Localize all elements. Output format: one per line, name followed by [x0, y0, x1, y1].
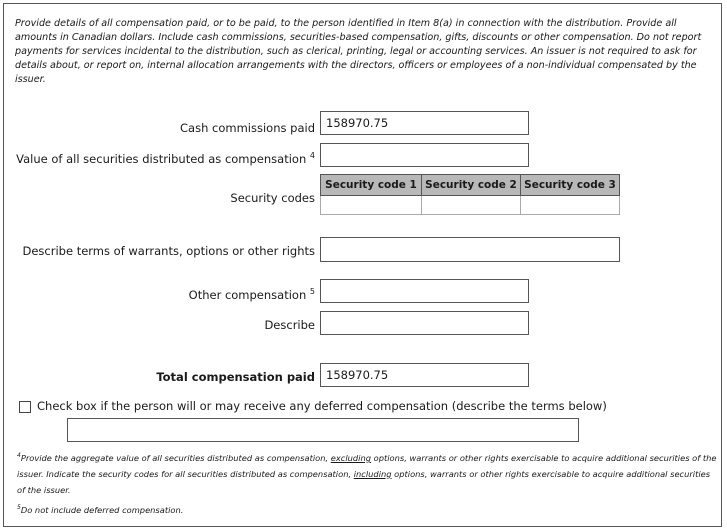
security-code-1-cell[interactable] — [321, 196, 422, 215]
other-compensation-label — [189, 287, 315, 302]
footnote-4-including: including — [353, 468, 392, 479]
security-code-3-cell[interactable] — [521, 196, 620, 215]
footnote-5 — [17, 500, 717, 518]
warrant-terms-label: Describe terms of warrants, options or other rights — [22, 244, 315, 258]
total-compensation-input[interactable] — [320, 363, 529, 387]
securities-value-input[interactable] — [320, 143, 529, 167]
footnote-4-marker: 4 — [17, 452, 21, 459]
deferred-compensation-label: Check box if the person will or may receive any deferred compensation (describe the terms below) — [37, 399, 607, 413]
securities-value-label-text: Value of all securities distributed as compensation — [16, 151, 307, 166]
footnote-5-marker: 5 — [17, 504, 21, 511]
security-code-2-cell[interactable] — [422, 196, 521, 215]
security-codes-label: Security codes — [230, 191, 315, 205]
footnote-4-excluding: excluding — [330, 452, 371, 463]
other-compensation-label-text: Other compensation — [188, 287, 307, 302]
total-compensation-label: Total compensation paid — [156, 370, 315, 384]
security-code-2-header: Security code 2 — [422, 175, 521, 196]
securities-value-label — [16, 151, 315, 166]
deferred-compensation-input[interactable] — [67, 418, 579, 442]
security-codes-table — [320, 174, 620, 215]
footnote-5-text: Do not include deferred compensation. — [20, 504, 184, 515]
security-code-3-header: Security code 3 — [521, 175, 620, 196]
security-code-1-header: Security code 1 — [321, 175, 422, 196]
instructions-text: Provide details of all compensation paid, or to be paid, to the person identified in Item 8(a) in connection with the distribution. Provide all amounts in Canadian dollars. Include cash commissions, securities-based compensation, gifts, discounts or other compensation. Do not report payments for services incidental to the distribution, such as clerical, printing, legal or accounting services. An issuer is not required to ask for details about, or report on, internal allocation arrangements with the directors, officers or employees of a non-individual compensated by the issuer. — [15, 18, 702, 85]
deferred-compensation-checkbox[interactable] — [19, 401, 31, 413]
describe-input[interactable] — [320, 311, 529, 335]
warrant-terms-input[interactable] — [320, 237, 620, 262]
footnote-4-part2: options, warrants or other rights exercisable to acquire additional securities of the issuer. Indicate the security codes for all securities distributed as compensation, — [17, 452, 717, 479]
footnote-4-part1: Provide the aggregate value of all securities distributed as compensation, — [20, 452, 331, 463]
footnote-4 — [17, 448, 717, 498]
footnote-4-part3: options, warrants or other rights exercisable to acquire additional securities of the issuer. — [17, 468, 711, 495]
footnote-ref-5: 5 — [309, 287, 315, 296]
other-compensation-input[interactable] — [320, 279, 529, 303]
compensation-form — [3, 3, 722, 527]
cash-commissions-input[interactable] — [320, 111, 529, 135]
cash-commissions-label: Cash commissions paid — [180, 121, 315, 135]
footnote-ref-4: 4 — [309, 151, 315, 160]
describe-label: Describe — [264, 318, 315, 332]
